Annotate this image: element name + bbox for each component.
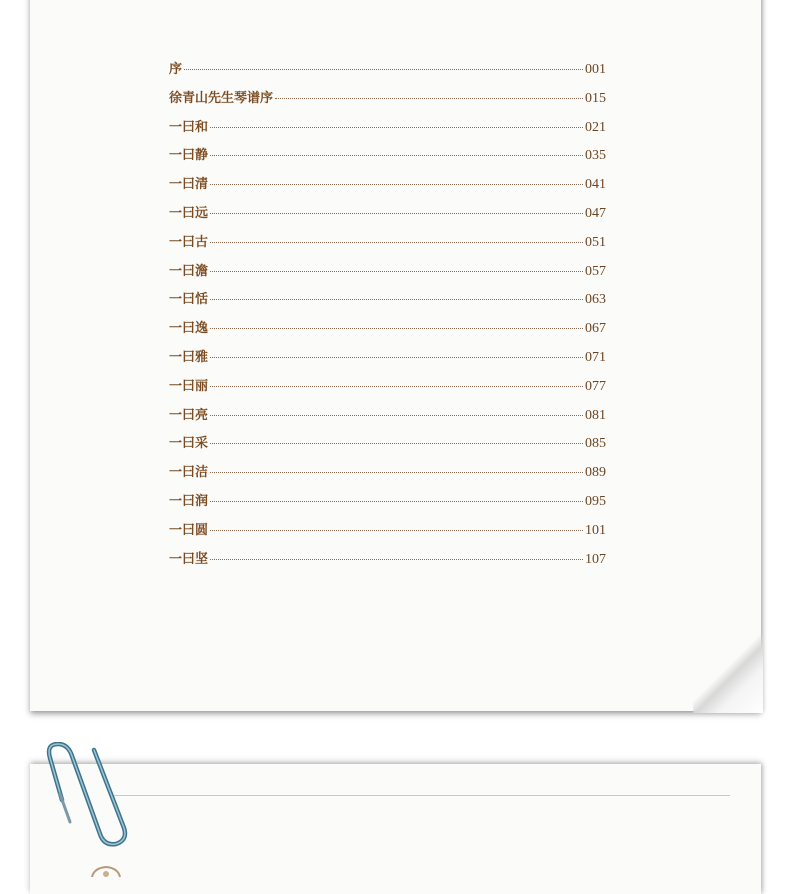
toc-entry-title: 一曰雅 — [169, 349, 209, 365]
page-curl — [693, 633, 763, 713]
toc-entry — [169, 404, 606, 433]
toc-leader-dots — [210, 559, 583, 560]
toc-entry-title: 一曰采 — [169, 436, 209, 452]
toc-entry-page: 063 — [585, 292, 606, 308]
toc-entry — [169, 519, 606, 548]
toc-entry — [169, 346, 606, 375]
toc-entry-title: 一曰坚 — [169, 551, 209, 567]
toc-entry-title: 一曰逸 — [169, 321, 209, 337]
toc-entry-page: 089 — [585, 465, 606, 481]
toc-entry — [169, 144, 606, 173]
toc-leader-dots — [210, 213, 583, 214]
toc-entry-title: 一曰远 — [169, 205, 209, 221]
toc-entry — [169, 231, 606, 260]
toc-leader-dots — [210, 155, 583, 156]
toc-entry — [169, 317, 606, 346]
toc-entry — [169, 260, 606, 289]
toc-leader-dots — [210, 443, 583, 444]
toc-entry-title: 一曰亮 — [169, 407, 209, 423]
toc-entry-page: 015 — [585, 90, 606, 106]
toc-entry-title: 一曰和 — [169, 119, 209, 135]
toc-entry-page: 051 — [585, 234, 606, 250]
toc-entry-title: 一曰澹 — [169, 263, 209, 279]
toc-entry — [169, 548, 606, 577]
toc-entry-title: 一曰恬 — [169, 292, 209, 308]
toc-entry-page: 067 — [585, 321, 606, 337]
toc-entry — [169, 87, 606, 116]
toc-page — [30, 0, 761, 711]
toc-entry — [169, 116, 606, 145]
toc-entry-page: 021 — [585, 119, 606, 135]
toc-entry-page: 001 — [585, 62, 606, 77]
toc-entry-title: 一曰古 — [169, 234, 209, 250]
toc-entry-page: 085 — [585, 436, 606, 452]
toc-entry-page: 107 — [585, 551, 606, 567]
toc-entry-page: 057 — [585, 263, 606, 279]
toc-entry-page: 041 — [585, 177, 606, 193]
toc-entry — [169, 173, 606, 202]
toc-entry — [169, 490, 606, 519]
toc-entry-title: 一曰静 — [169, 148, 209, 164]
toc-entry-page: 095 — [585, 493, 606, 509]
toc-entry — [169, 58, 606, 87]
toc-entry-page: 071 — [585, 349, 606, 365]
toc-leader-dots — [210, 415, 583, 416]
toc-entry-page: 035 — [585, 148, 606, 164]
toc-leader-dots — [210, 501, 583, 502]
toc-leader-dots — [210, 242, 583, 243]
toc-entry — [169, 202, 606, 231]
toc-entry-title: 徐青山先生琴谱序 — [169, 90, 274, 106]
toc-leader-dots — [210, 271, 583, 272]
toc-entry — [169, 288, 606, 317]
toc-entry — [169, 432, 606, 461]
toc-leader-dots — [210, 357, 583, 358]
toc-entry-title: 一曰润 — [169, 493, 209, 509]
toc-entry — [169, 375, 606, 404]
toc-leader-dots — [184, 69, 583, 70]
toc-leader-dots — [210, 472, 583, 473]
toc-leader-dots — [210, 530, 583, 531]
table-of-contents — [169, 58, 606, 576]
toc-entry-title: 一曰圆 — [169, 522, 209, 538]
toc-leader-dots — [275, 98, 583, 99]
toc-leader-dots — [210, 386, 583, 387]
divider-line — [110, 795, 730, 796]
next-page — [30, 764, 761, 894]
toc-entry-title: 一曰丽 — [169, 378, 209, 394]
toc-leader-dots — [210, 299, 583, 300]
toc-entry — [169, 461, 606, 490]
toc-entry-title: 一曰洁 — [169, 465, 209, 481]
toc-entry-page: 047 — [585, 205, 606, 221]
toc-entry-page: 101 — [585, 522, 606, 538]
toc-entry-page: 077 — [585, 378, 606, 394]
toc-leader-dots — [210, 184, 583, 185]
floral-ornament-icon — [88, 866, 124, 877]
toc-entry-title: 序 — [169, 62, 183, 77]
toc-entry-page: 081 — [585, 407, 606, 423]
paperclip-icon — [40, 742, 132, 854]
toc-leader-dots — [210, 328, 583, 329]
toc-entry-title: 一曰清 — [169, 177, 209, 193]
toc-leader-dots — [210, 127, 583, 128]
